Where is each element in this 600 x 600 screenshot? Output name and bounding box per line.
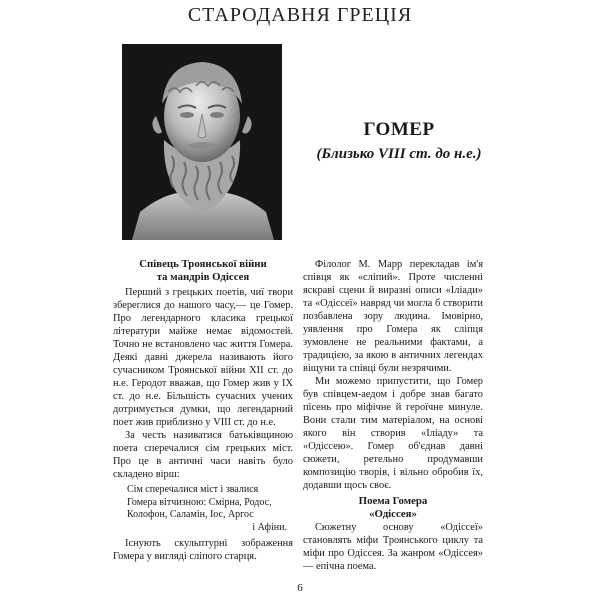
verse-line: Сім сперечалися міст і звалися (127, 484, 259, 495)
verse-line: і Афіни. (252, 521, 287, 533)
running-header: СТАРОДАВНЯ ГРЕЦІЯ (187, 4, 413, 26)
paragraph: Ми можемо припустити, що Гомер був співцем-аедом і добре знав багато пісень про міфічне й героїчне минуле. Вони стали тим матеріалом, на основі якого він створив «Іліаду» та «Одіссею». Гомер об'єднав давні сюжети, ретельно продумавши композицію творів, і вільно обробив їх, додавши щось своє. (303, 376, 483, 491)
page-number: 6 (297, 582, 303, 594)
author-title: ГОМЕР (363, 119, 435, 140)
paragraph: Сюжетну основу «Одіссеї» становлять міфи Троянського циклу та міфи про Одіссея. За жанром «Одіссея» — епічна поема. (303, 522, 483, 572)
paragraph: Філолог М. Марр перекладав ім'я співця як «сліпий». Проте численні яскраві сцени й виразні описи «Іліади» та «Одіссеї» навряд чи могла б створити позбавлена зору людина. Імовірно, уявлення про Гомера як сліпця зумовлене не реальними фактами, а традицією, за якою в античних легендах віщуни та співці були незрячими. (303, 259, 483, 374)
right-column (303, 258, 483, 573)
section-heading-line: Поема Гомера (358, 495, 428, 507)
verse-quote (127, 484, 293, 534)
paragraph: За честь називатися батьківщиною поета сперечалися сім грецьких міст. Про це в античні часи навіть було складено вірш: (113, 430, 293, 480)
section-heading-1 (113, 258, 293, 284)
section-heading-line: «Одіссея» (369, 508, 417, 520)
section-heading-line: Співець Троянської війни (139, 258, 267, 270)
paragraph: Перший з грецьких поетів, чиї твори збереглися до нашого часу,— це Гомер. Про легендарного класика грецької літератури майже немає відомостей. Точно не встановлено час життя Гомера. Деякі давні джерела називають його сучасником Троянської війни XII ст. до н.е. Геродот вважав, що Гомер жив у IX ст. до н.е. Більшість сучасних учених дотримується думки, що легендарний поет жив приблизно у VIII ст. до н.е. (113, 287, 293, 428)
author-dates: (Близько VIII ст. до н.е.) (316, 146, 482, 162)
homer-bust-image (122, 44, 282, 240)
section-heading-2 (303, 495, 483, 521)
left-column (113, 258, 293, 563)
paragraph: Існують скульптурні зображення Гомера у вигляді сліпого старця. (113, 538, 293, 562)
title-block (296, 119, 502, 163)
section-heading-line: та мандрів Одіссея (156, 271, 250, 283)
verse-line: Колофон, Саламін, Іос, Аргос (127, 509, 254, 520)
verse-line: Гомера вітчизною: Смірна, Родос, (127, 496, 272, 508)
